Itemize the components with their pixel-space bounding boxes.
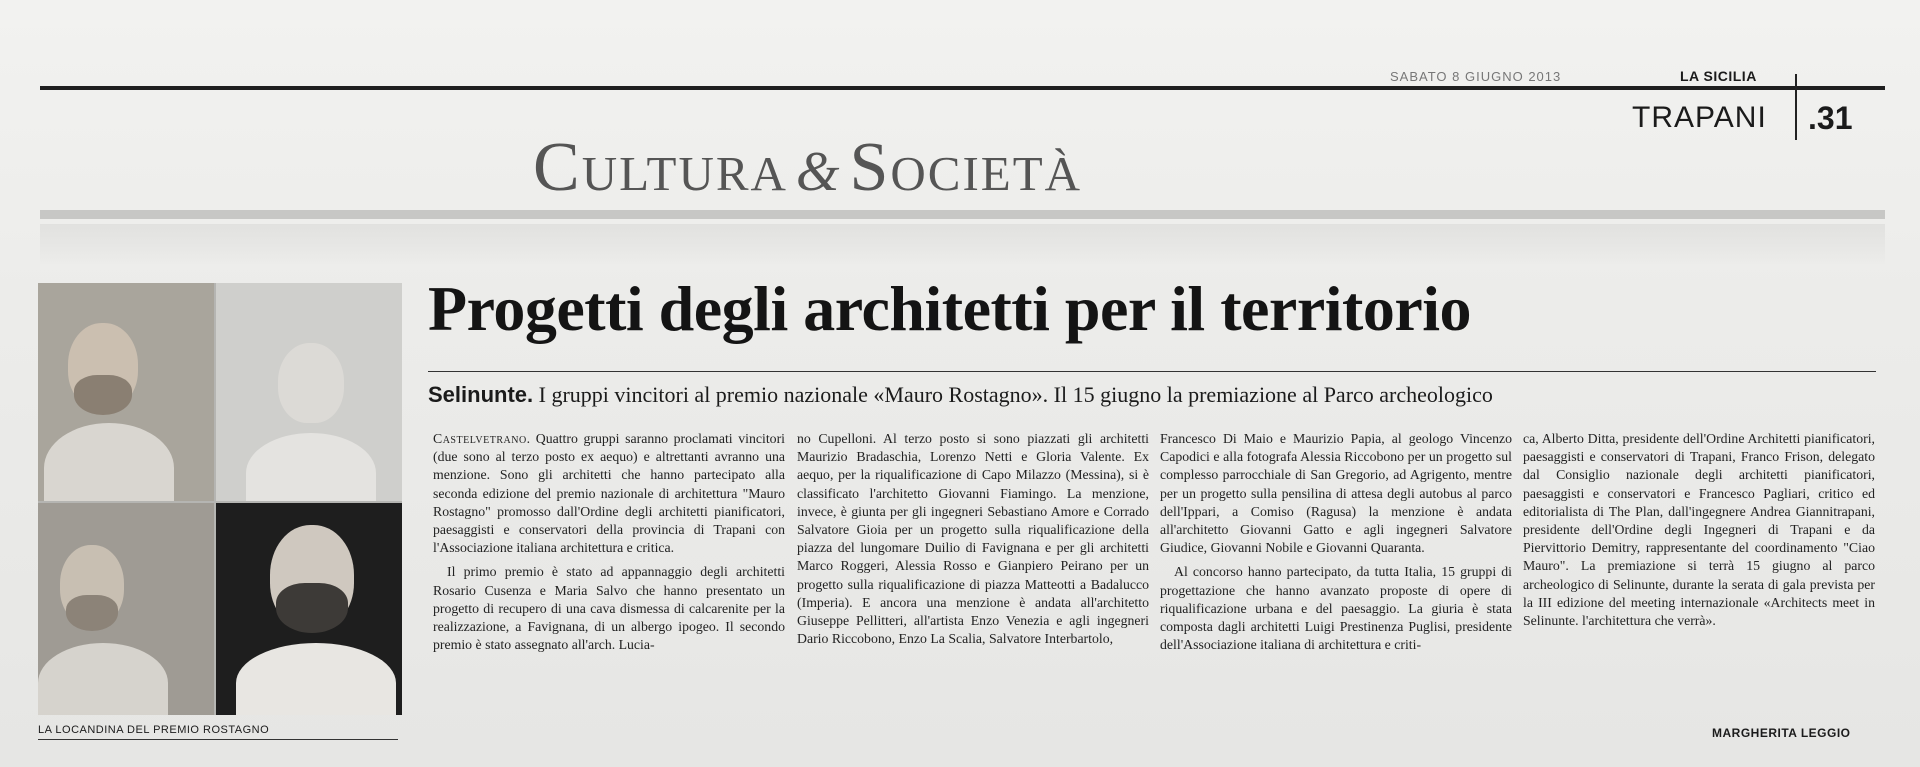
portrait-tile-1 xyxy=(38,283,214,501)
kicker-text: I gruppi vincitori al premio nazionale «Mauro Rostagno». Il 15 giugno la premiazione al Parco archeologico xyxy=(538,382,1493,407)
top-rule xyxy=(40,86,1885,90)
local-section-name: TRAPANI xyxy=(1632,101,1767,134)
kicker-place: Selinunte. xyxy=(428,382,534,407)
article-column-2 xyxy=(797,430,1149,648)
article-author: MARGHERITA LEGGIO xyxy=(1712,726,1851,740)
poster-photo xyxy=(38,283,402,715)
section-title-ampersand: & xyxy=(795,141,842,203)
article-column-3 xyxy=(1160,430,1512,654)
article-kicker xyxy=(428,382,1493,408)
column-3-paragraph-1: Francesco Di Maio e Maurizio Papia, al geologo Vincenzo Capodici e alla fotografa Alessia Riccobono per un progetto sul complesso parrocchiale di San Gregorio, ad Agrigento, mentre per un progetto sulla pensilina di attesa degli autobus al parco dell'Ippari, a Comiso (Ragusa) la menzione è andata all'architetto Giovanni Gatto e agli ingegneri Salvatore Giudice, Giovanni Nobile e Giovanni Quaranta. xyxy=(1160,431,1512,556)
issue-date: SABATO 8 GIUGNO 2013 xyxy=(1390,69,1562,84)
column-1-paragraph-1 xyxy=(433,430,785,557)
section-title xyxy=(533,128,1082,208)
kicker-rule xyxy=(428,371,1876,372)
section-band-shadow xyxy=(40,224,1885,264)
section-title-part2: Società xyxy=(849,129,1083,206)
portrait-tile-3 xyxy=(38,503,214,715)
column-2-paragraph-1: no Cupelloni. Al terzo posto si sono piazzati gli architetti Maurizio Bradaschia, Lorenzo Netti e Gloria Valente. Ex aequo, per la riqualificazione di Capo Milazzo (Messina), si è classificato l'architetto Giovanni Fiamingo. La menzione, invece, è giunta per gli ingegneri Sebastiano Amore e Corrado Salvatore Gioia per un progetto sulla riqualificazione della piazza del lungomare Duilio di Favignana e per gli architetti Marco Roggeri, Alessia Rosso e Gianpiero Peirano per un progetto sulla riqualificazione di piazza Matteotti a Badalucco (Imperia). E ancora una menzione è andata all'architetto Giuseppe Pellitteri, all'artista Enzo Venezia e agli ingegneri Dario Riccobono, Enzo La Scalia, Salvatore Interbartolo, xyxy=(797,431,1149,647)
article-column-1 xyxy=(433,430,785,654)
column-3-paragraph-2: Al concorso hanno partecipato, da tutta Italia, 15 gruppi di progettazione che hanno avanzato proposte di opere di riqualificazione urbana e del paesaggio. La giuria è stata composta dagli architetti Luigi Prestinenza Puglisi, presidente dell'Associazione italiana di architettura e criti- xyxy=(1160,564,1512,653)
portrait-tile-4 xyxy=(216,503,402,715)
article-column-4 xyxy=(1523,430,1875,630)
section-band xyxy=(40,210,1885,219)
dateline: Castelvetrano xyxy=(433,431,527,446)
newspaper-name: LA SICILIA xyxy=(1680,68,1757,84)
column-4-paragraph-1: ca, Alberto Ditta, presidente dell'Ordine Architetti pianificatori, paesaggisti e conservatori di Trapani, Franco Frison, delegato dal Consiglio nazionale degli architetti pianificatori, paesaggisti e conservatori e Francesco Pagliari, critico ed editorialista di The Plan, dall'ingegnere Andrea Giannitrapani, presidente dell'Ordine degli Ingegneri di Trapani e da Piervittorio Demitry, rappresentante del coordinamento "Ciao Mauro". La premiazione si terrà 15 giugno al parco archeologico di Selinunte, durante la serata di gala prevista per la III edizione del meeting internazionale «Architects meet in Selinunte. l'architettura che verrà». xyxy=(1523,431,1875,629)
column-1-paragraph-2: Il primo premio è stato ad appannaggio degli architetti Rosario Cusenza e Maria Salvo che hanno presentato un progetto di recupero di una cava dismessa di calcarenite per la realizzazione, a Favignana, di un albergo ipogeo. Il secondo premio è stato assegnato all'arch. Lucia- xyxy=(433,564,785,653)
page-number: .31 xyxy=(1808,100,1853,136)
photo-caption: LA LOCANDINA DEL PREMIO ROSTAGNO xyxy=(38,724,398,740)
section-title-part1: Cultura xyxy=(533,129,788,206)
column-1-paragraph-1-text: . Quattro gruppi saranno proclamati vincitori (due sono al terzo posto ex aequo) e altrettanti avranno una menzione. Sono gli architetti che hanno partecipato alla seconda edizione del premio nazionale di architettura "Mauro Rostagno" promosso dall'Ordine degli architetti pianificatori, paesaggisti e conservatori della provincia di Trapani con l'Associazione italiana architettura e critica. xyxy=(433,431,785,556)
article-headline: Progetti degli architetti per il territorio xyxy=(428,273,1471,344)
masthead-divider xyxy=(1795,74,1797,140)
portrait-tile-2 xyxy=(216,283,402,501)
